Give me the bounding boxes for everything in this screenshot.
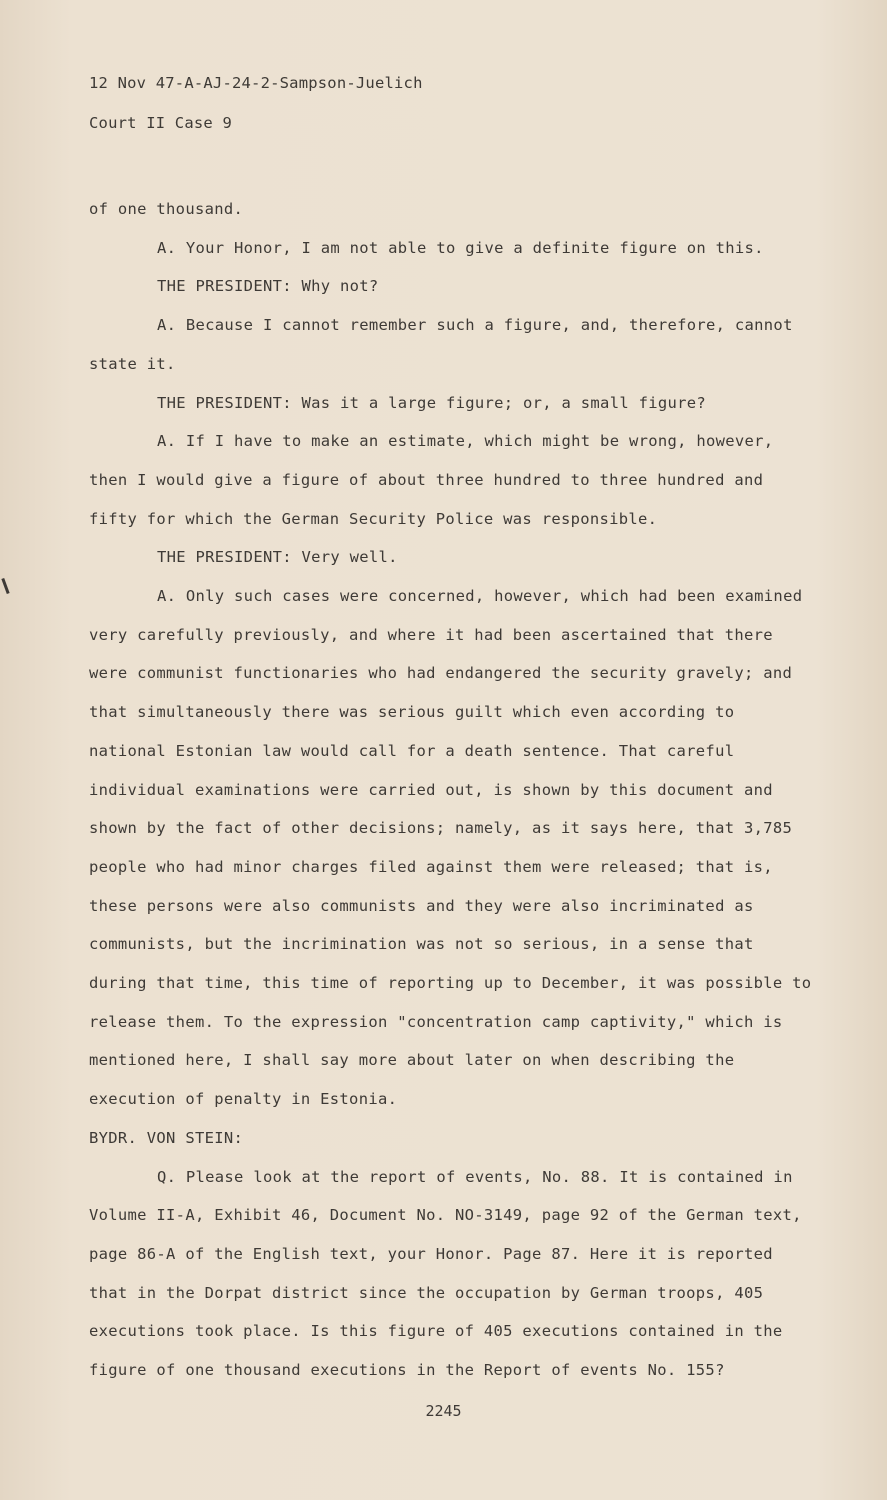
header-line-1: 12 Nov 47-A-AJ-24-2-Sampson-Juelich	[89, 74, 423, 92]
header-line-2: Court II Case 9	[89, 114, 232, 132]
paragraph: A. Your Honor, I am not able to give a definite figure on this.	[157, 238, 764, 257]
paragraph: THE PRESIDENT: Was it a large figure; or, a small figure?	[157, 393, 707, 412]
paragraph: A. If I have to make an estimate, which might be wrong, however, then I would give a figure of about three hundred to three hundred and fifty for which the German Security Police was responsible.	[89, 432, 774, 528]
paragraph: A. Only such cases were concerned, however, which had been examined very carefully previously, and where it had been ascertained that there were communist functionaries who had endangered the security gravely; and that simultaneously there was serious guilt which even according to national Estonian law would call for a death sentence. That careful individual examinations were carried out, is shown by this document and shown by the fact of other decisions; namely, as it says here, that 3,785 people who had minor charges filed against them were released; that is, these persons were also communists and they were also incriminated as communists, but the incrimination was not so serious, in a sense that during that time, this time of reporting up to December, it was possible to release them. To the expression "concentration camp captivity," which is mentioned here, I shall say more about later on when describing the execution of penalty in Estonia.	[89, 587, 812, 1109]
paragraph: of one thousand.	[89, 200, 244, 218]
paragraph: A. Because I cannot remember such a figure, and, therefore, cannot state it.	[89, 316, 793, 373]
speaker-heading: BYDR. VON STEIN:	[89, 1128, 244, 1147]
paragraph: THE PRESIDENT: Why not?	[157, 277, 379, 296]
page-number: 2245	[425, 1402, 462, 1420]
margin-mark	[1, 578, 9, 594]
transcript-body	[89, 190, 819, 1390]
paragraph: THE PRESIDENT: Very well.	[157, 548, 398, 567]
paragraph: Q. Please look at the report of events, No. 88. It is contained in Volume II-A, Exhibit 46, Document No. NO-3149, page 92 of the German text, page 86-A of the English text, your Honor. Page 87. Here it is reported that in the Dorpat district since the occupation by German troops, 405 executions took place. Is this figure of 405 executions contained in the figure of one thousand executions in the Report of events No. 155?	[89, 1167, 802, 1380]
